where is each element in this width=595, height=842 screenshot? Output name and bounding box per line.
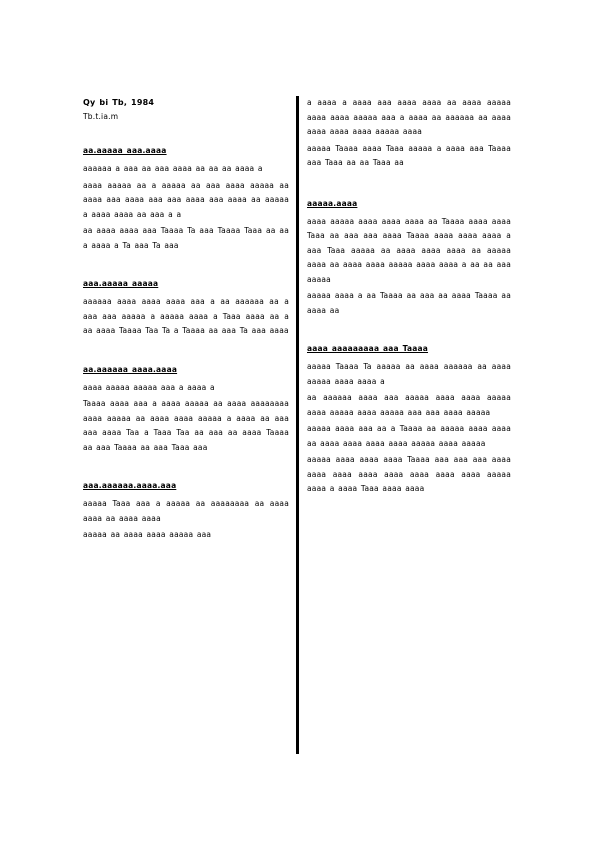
paragraph: aaaaa Taaaa Ta aaaaa aa aaaa aaaaaa aa aaaa aaaaa aaaa aaaa a bbox=[307, 362, 511, 386]
paragraph: aaaa aaaaa aaaaa aaa a aaaa a bbox=[83, 382, 215, 392]
paragraph: aa aaaa aaaa aaa Taaaa Ta aaa Taaaa Taaa aa aa a aaaa a Ta aaa Ta aaa bbox=[83, 226, 289, 250]
left-section-4 bbox=[83, 479, 289, 543]
left-section-2 bbox=[83, 277, 289, 339]
paragraph: aaaaa aaaa a aa Taaaa aa aaa aa aaaa Taaaa aa aaaa aa bbox=[307, 291, 511, 315]
paragraph: aaaa aaaaa aa a aaaaa aa aaa aaaa aaaaa aa aaaa aaa aaaa aaa aaa aaaa aaa aaaa aa aaaaa a aaaa aaaa aa aaa a a bbox=[83, 180, 289, 219]
paragraph: aaaaa aaaa aaaa aaaa Taaaa aaa aaa aaa aaaa aaaa aaaa aaaa aaaa aaaa aaaa aaaa aaaaa aaaa a aaaa Taaa aaaa aaaa bbox=[307, 455, 511, 493]
paragraph: aaaa aaaaa aaaa aaaa aaaa aa Taaaa aaaa aaaa Taaa aa aaa aaa aaaa Taaaa aaaa aaaa aaaa a aaa Taaa aaaaa aa aaaa aaaa aaaa aa aaaaa aaaa aa aaaa aaaa aaaaa aaaa aaaa a aa aa aaa aaaaa bbox=[307, 216, 511, 284]
paragraph: aaaaa aaaa aaa aa a Taaaa aa aaaaa aaaa aaaa aa aaaa aaaa aaaa aaaa aaaaa aaaa aaaaa bbox=[307, 424, 511, 448]
paragraph: aaaaaa aaaa aaaa aaaa aaa a aa aaaaaa aa a aaa aaa aaaaa a aaaaa aaaa a Taaa aaaa aa a aa aaaa Taaaa Taa Ta a Taaaa aa aaa Ta aaa aaaa bbox=[83, 297, 289, 335]
section-heading: aa.aaaaaa aaaa.aaaa bbox=[83, 364, 178, 374]
document-title: Qy bi Tb, 1984 bbox=[83, 98, 155, 107]
paragraph: Taaaa aaaa aaa a aaaa aaaaa aa aaaa aaaaaaaa aaaa aaaaa aa aaaa aaaa aaaaa a aaaa aa aaa aaa aaaa Taa a Taaa Taa aa aaa aa aaaa Taaaa aa aaa Taaaa aa aaa Taaa aaa bbox=[83, 399, 289, 452]
right-column bbox=[307, 96, 511, 521]
column-divider bbox=[296, 96, 299, 754]
paragraph: aaaaa Taaaa aaaa Taaa aaaaa a aaaa aaa Taaaa aaa Taaa aa aa Taaa aa bbox=[307, 143, 511, 167]
right-section-3 bbox=[307, 342, 511, 497]
section-heading: aaaaa.aaaa bbox=[307, 198, 358, 208]
paragraph: aaaaaa a aaa aa aaa aaaa aa aa aa aaaa a bbox=[83, 164, 263, 173]
left-column bbox=[83, 96, 289, 567]
right-section-2 bbox=[307, 197, 511, 319]
section-heading: aaaa aaaaaaaaa aaa Taaaa bbox=[307, 344, 429, 353]
paragraph: a aaaa a aaaa aaa aaaa aaaa aa aaaa aaaaa aaaa aaaa aaaaa aaa a aaaa aa aaaaaa aa aaaa aaaa aaaa aaaa aaaaa aaaa bbox=[307, 98, 511, 136]
section-heading: aa.aaaaa aaa.aaaa bbox=[83, 146, 167, 155]
paragraph: aaaaa aa aaaa aaaa aaaaa aaa bbox=[83, 530, 212, 539]
section-heading: aaa.aaaaa aaaaa bbox=[83, 279, 159, 288]
left-section-1 bbox=[83, 144, 289, 253]
right-section-1 bbox=[307, 96, 511, 171]
left-section-3 bbox=[83, 363, 289, 456]
document-subtitle: Tb.t.ia.m bbox=[83, 112, 119, 121]
section-heading: aaa.aaaaaa.aaaa.aaa bbox=[83, 481, 177, 490]
paragraph: aa aaaaaa aaaa aaa aaaaa aaaa aaaa aaaaa aaaa aaaaa aaaa aaaaa aaa aaa aaaa aaaaa bbox=[307, 393, 511, 417]
paragraph: aaaaa Taaa aaa a aaaaa aa aaaaaaaa aa aaaa aaaa aa aaaa aaaa bbox=[83, 499, 289, 523]
